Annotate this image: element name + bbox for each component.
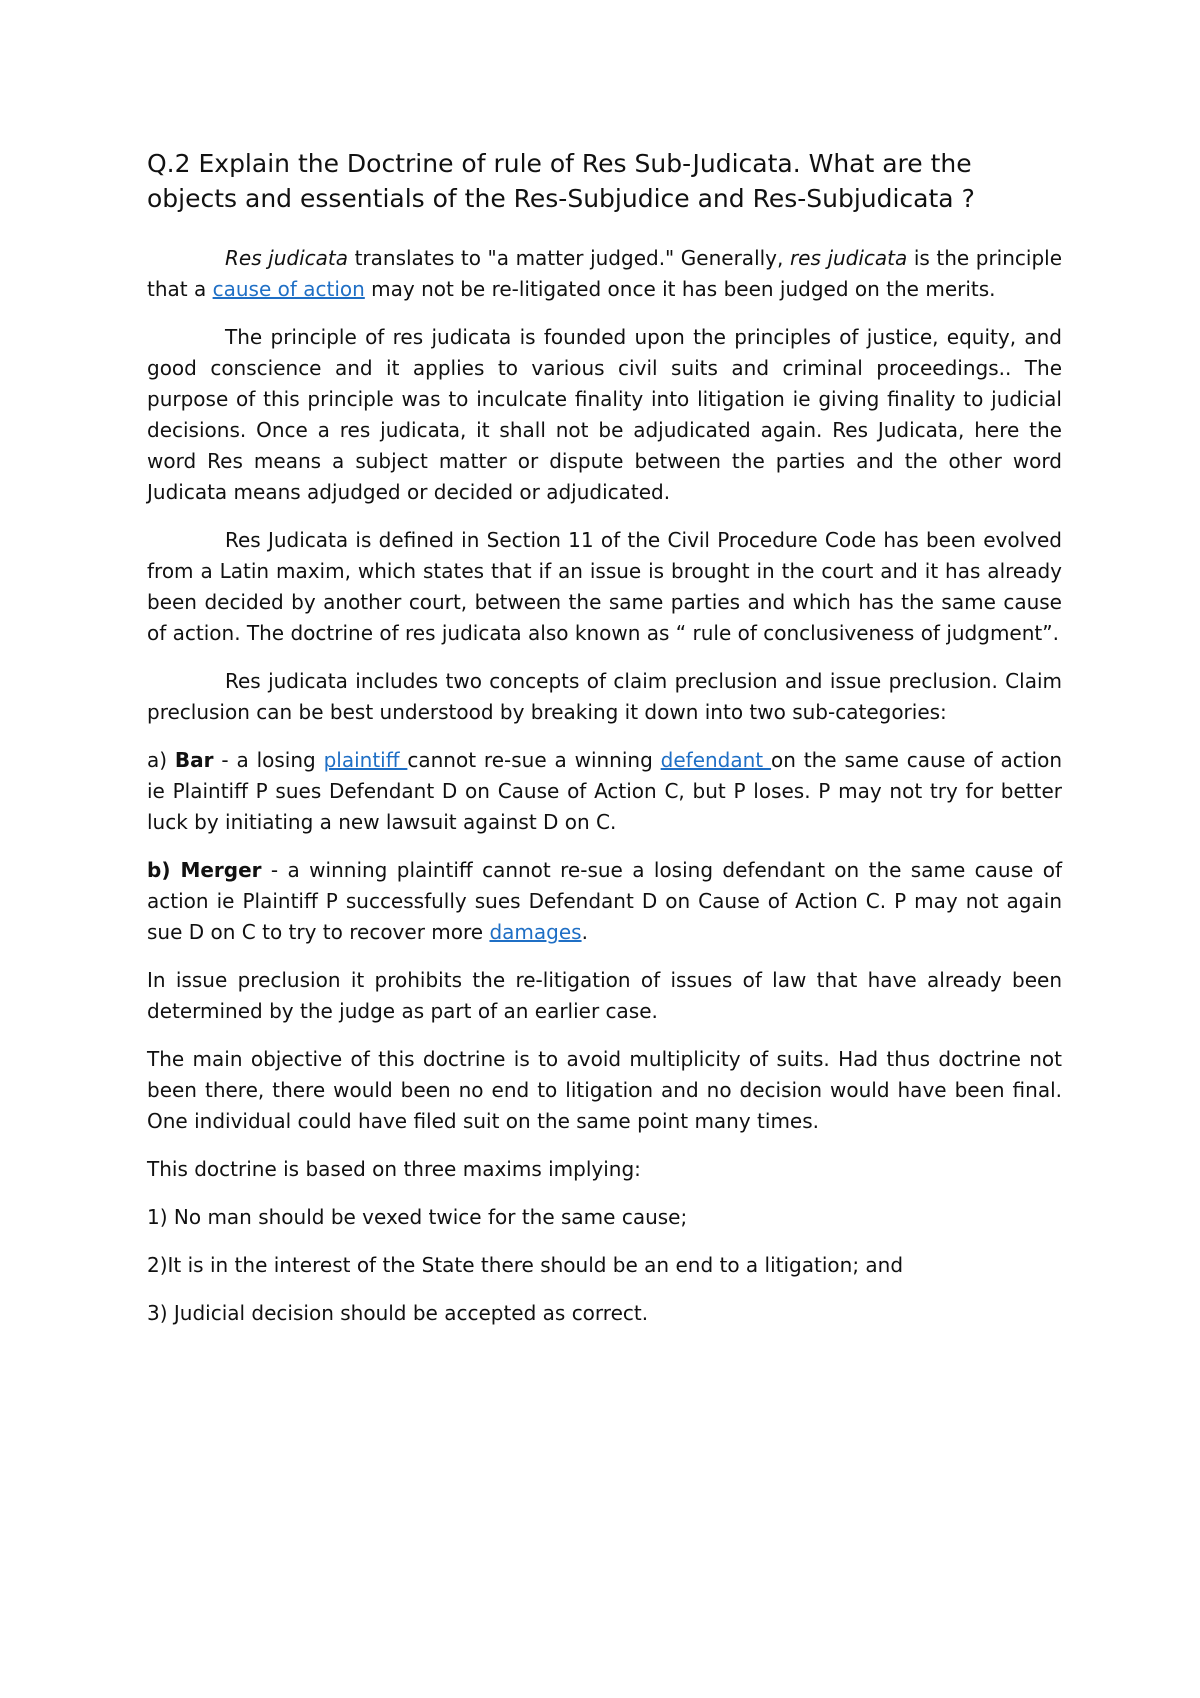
question-title: Q.2 Explain the Doctrine of rule of Res Sub-Judicata. What are the objects and essentials of the Res-Subjudice and Res-Subjudicata ?: [147, 149, 975, 213]
link-defendant[interactable]: defendant: [660, 748, 772, 772]
paragraph-main-objective: The main objective of this doctrine is to avoid multiplicity of suits. Had thus doctrine not been there, there would been no end to litigation and no decision would have been final. One individual could have filed suit on the same point many times.: [147, 1047, 1062, 1133]
link-cause-of-action[interactable]: cause of action: [212, 277, 365, 301]
paragraph-section-11: Res Judicata is defined in Section 11 of the Civil Procedure Code has been evolved from a Latin maxim, which states that if an issue is brought in the court and it has already been decided by another court, between the same parties and which has the same cause of action. The doctrine of res judicata also known as “ rule of conclusiveness of judgment”.: [147, 528, 1062, 645]
paragraph-res-judicata-definition: Res judicata translates to "a matter judged." Generally, res judicata is the principle that a cause of action may not be re-litigated once it has been judged on the merits.: [147, 246, 1063, 301]
paragraph-issue-preclusion: In issue preclusion it prohibits the re-litigation of issues of law that have already been determined by the judge as part of an earlier case.: [147, 968, 1062, 1023]
maxim-item: 3) Judicial decision should be accepted as correct.: [147, 1301, 649, 1325]
term-res-judicata-2: res judicata: [789, 246, 908, 270]
paragraph-bar: a) Bar - a losing plaintiff cannot re-sue a winning defendant on the same cause of action ie Plaintiff P sues Defendant D on Cause of Action C, but P loses. P may not try for better luck by initiating a new lawsuit against D on C.: [147, 748, 1063, 834]
paragraph-principle: The principle of res judicata is founded upon the principles of justice, equity, and good conscience and it applies to various civil suits and criminal proceedings.. The purpose of this principle was to inculcate finality into litigation ie giving finality to judicial decisions. Once a res judicata, it shall not be adjudicated again. Res Judicata, here the word Res means a subject matter or dispute between the parties and the other word Judicata means adjudged or decided or adjudicated.: [147, 325, 1062, 504]
term-bar: Bar: [174, 748, 214, 772]
paragraph-merger: b) Merger - a winning plaintiff cannot re-sue a losing defendant on the same cause of action ie Plaintiff P successfully sues Defendant D on Cause of Action C. P may not again sue D on C to try to recover more damages.: [147, 858, 1062, 944]
link-damages[interactable]: damages: [489, 920, 582, 944]
term-merger: b) Merger: [147, 858, 262, 882]
term-res-judicata: Res judicata: [225, 246, 349, 270]
link-plaintiff[interactable]: plaintiff: [323, 748, 408, 772]
paragraph-three-maxims: This doctrine is based on three maxims implying:: [147, 1157, 641, 1181]
maxim-item: 1) No man should be vexed twice for the same cause;: [147, 1205, 688, 1229]
document-page: [147, 146, 1062, 1346]
paragraph-two-concepts: Res judicata includes two concepts of claim preclusion and issue preclusion. Claim preclusion can be best understood by breaking it down into two sub-categories:: [147, 669, 1062, 724]
maxim-item: 2)It is in the interest of the State there should be an end to a litigation; and: [147, 1253, 904, 1277]
